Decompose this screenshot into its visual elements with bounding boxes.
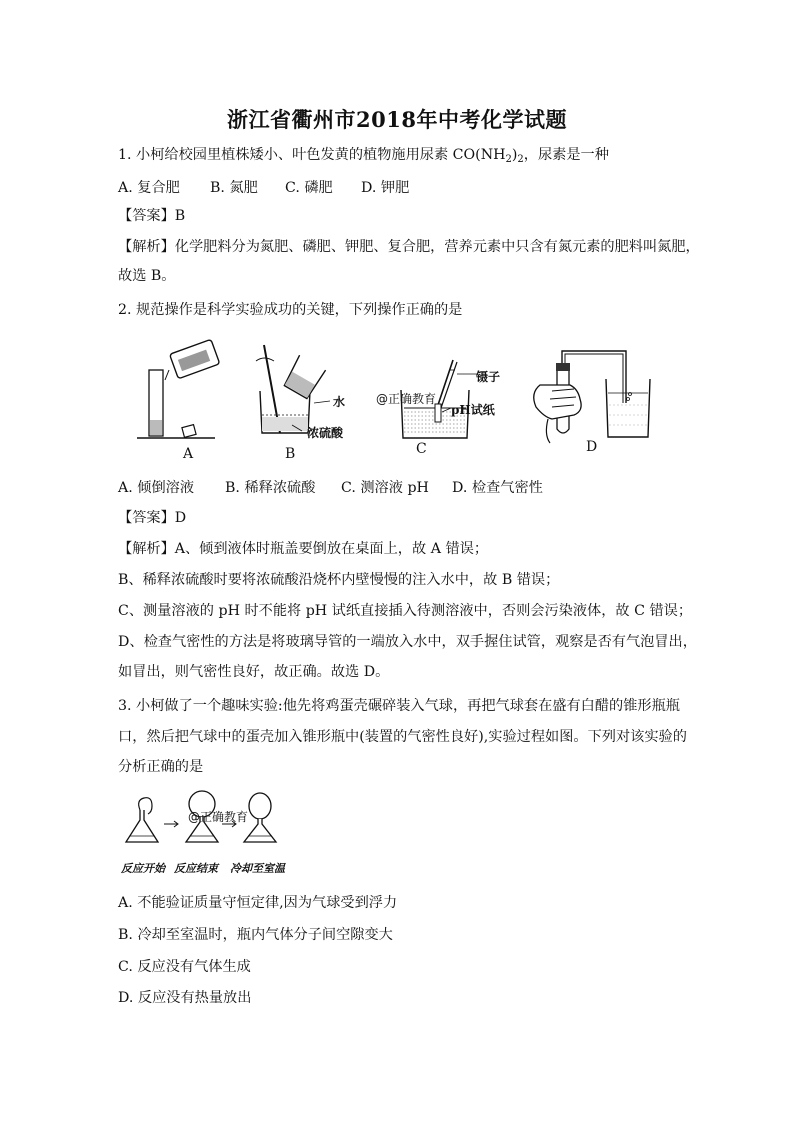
q3-stem-line-1: 3. 小柯做了一个趣味实验:他先将鸡蛋壳碾碎装入气球，再把气球套在盛有白醋的锥形瓶瓶 <box>118 698 680 714</box>
q3-option-a: A. 不能验证质量守恒定律,因为气球受到浮力 <box>118 895 398 911</box>
q1-stem-paren: ) <box>511 147 518 163</box>
q2-analysis-line-2: B、稀释浓硫酸时要将浓硫酸沿烧杯内壁慢慢的注入水中，故 B 错误； <box>118 572 560 588</box>
q2-analysis-line-4: D、检查气密性的方法是将玻璃导管的一端放入水中，双手握住试管，观察是否有气泡冒出， <box>118 634 697 650</box>
page-title: 浙江省衢州市2018年中考化学试题 <box>227 107 567 132</box>
q1-analysis-line-2: 故选 B。 <box>118 268 176 284</box>
q1-stem-subscript: 2 <box>505 154 512 165</box>
q2-figure-label-b: B <box>285 446 296 462</box>
q3-option-d: D. 反应没有热量放出 <box>118 990 252 1006</box>
q1-stem-tail: ，尿素是一种 <box>523 147 609 163</box>
q2-label-tweezers: 镊子 <box>476 370 501 384</box>
q2-label-ph-paper: pH试纸 <box>451 403 495 417</box>
q2-stem: 2. 规范操作是科学实验成功的关键，下列操作正确的是 <box>118 302 463 318</box>
q2-figure-label-c: C <box>416 441 427 457</box>
q3-stem-line-2: 口，然后把气球中的蛋壳加入锥形瓶中(装置的气密性良好),实验过程如图。下列对该实验的 <box>118 729 687 745</box>
q1-analysis-line-1: 【解析】化学肥料分为氮肥、磷肥、钾肥、复合肥，营养元素中只含有氮元素的肥料叫氮肥， <box>118 239 700 255</box>
q1-option-d: D. 钾肥 <box>361 180 410 196</box>
q2-answer: 【答案】D <box>118 510 187 526</box>
q3-watermark: @正确教育 <box>188 810 249 824</box>
q1-option-c: C. 磷肥 <box>285 180 333 196</box>
q2-watermark: @正确教育 <box>376 392 437 406</box>
q2-figure-a-pouring <box>135 340 225 440</box>
q2-option-a: A. 倾倒溶液 <box>118 480 195 496</box>
q2-label-acid: 浓硫酸 <box>307 426 344 440</box>
q3-option-b: B. 冷却至室温时，瓶内气体分子间空隙变大 <box>118 927 393 943</box>
q2-figure-label-d: D <box>586 439 598 455</box>
q1-option-a: A. 复合肥 <box>118 180 180 196</box>
q1-answer: 【答案】B <box>118 208 186 224</box>
q2-option-b: B. 稀释浓硫酸 <box>225 480 316 496</box>
q3-caption-start: 反应开始 <box>121 862 165 875</box>
q2-option-d: D. 检查气密性 <box>452 480 543 496</box>
q1-stem <box>118 145 698 170</box>
q1-stem-subscript-2: 2 <box>517 154 524 165</box>
q2-analysis-line-3: C、测量溶液的 pH 时不能将 pH 试纸直接插入待测溶液中，否则会污染液体，故 C 错误； <box>118 603 693 619</box>
q1-stem-text: 1. 小柯给校园里植株矮小、叶色发黄的植物施用尿素 CO(NH <box>118 147 506 163</box>
q2-label-water: 水 <box>333 395 346 409</box>
q3-caption-end: 反应结束 <box>174 862 218 875</box>
q3-stem-line-3: 分析正确的是 <box>118 759 204 775</box>
q2-analysis-line-5: 如冒出，则气密性良好，故正确。故选 D。 <box>118 664 390 680</box>
q2-figure-label-a: A <box>183 446 194 462</box>
q3-caption-cool: 冷却至室温 <box>230 862 285 875</box>
q3-option-c: C. 反应没有气体生成 <box>118 959 251 975</box>
q2-analysis-line-1: 【解析】A、倾到液体时瓶盖要倒放在桌面上，故 A 错误； <box>118 541 489 557</box>
q2-figure-d-airtight <box>530 345 660 445</box>
q1-option-b: B. 氮肥 <box>210 180 258 196</box>
q2-option-c: C. 测溶液 pH <box>341 480 429 496</box>
